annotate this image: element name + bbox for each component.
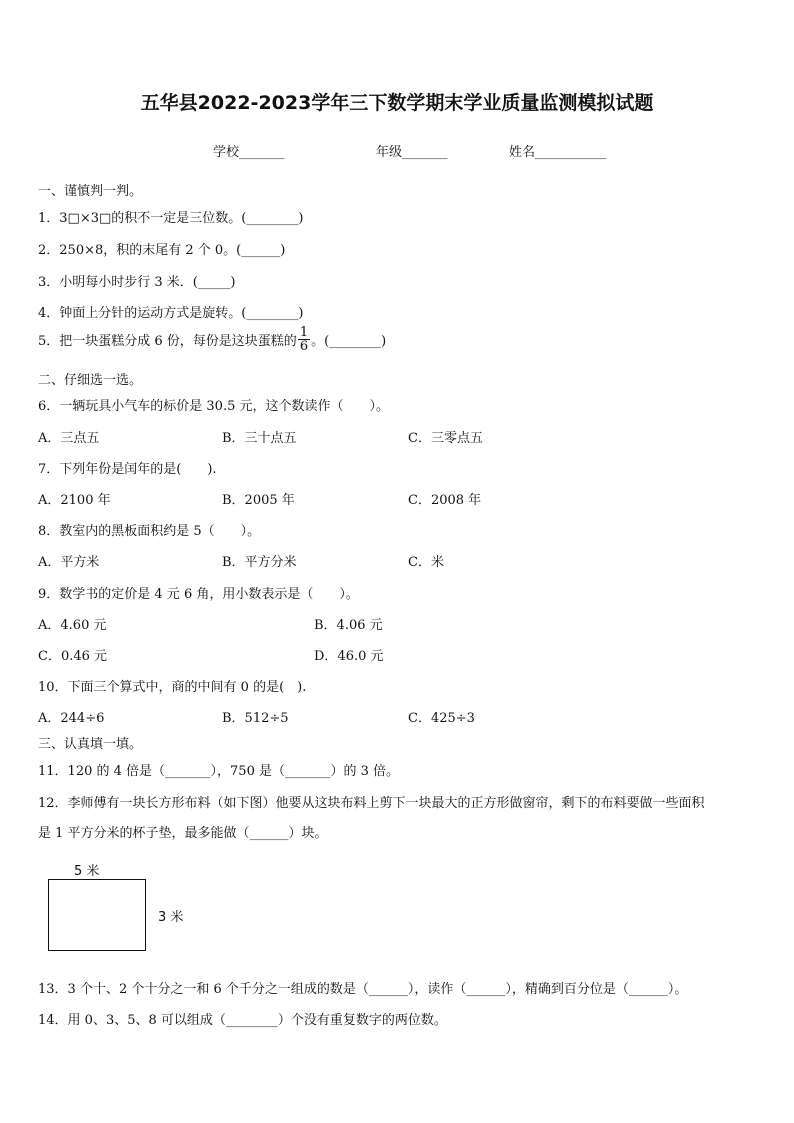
question-11: 11．120 的 4 倍是（_______），750 是（_______）的 3 倍。 xyxy=(38,764,400,779)
grade-field: 年级_______ xyxy=(376,145,448,160)
section-heading-choose: 二、仔细选一选。 xyxy=(38,373,143,388)
question-9-option-a: A．4.60 元 xyxy=(38,618,107,633)
question-9: 9．数学书的定价是 4 元 6 角，用小数表示是（ ）。 xyxy=(38,587,359,602)
question-7-option-c: C．2008 年 xyxy=(408,493,482,508)
question-5-text: 5．把一块蛋糕分成 6 份，每份是这块蛋糕的 xyxy=(38,334,297,349)
question-12-line-2: 是 1 平方分米的杯子垫，最多能做（______）块。 xyxy=(38,826,328,841)
question-9-option-c: C．0.46 元 xyxy=(38,649,108,664)
section-heading-fill: 三、认真填一填。 xyxy=(38,737,143,752)
name-field: 姓名___________ xyxy=(509,145,607,160)
question-4: 4．钟面上分针的运动方式是旋转。(________) xyxy=(38,306,304,321)
question-6-option-c: C．三零点五 xyxy=(408,431,483,446)
question-5-blank: 。(________) xyxy=(311,334,387,349)
section-heading-judge: 一、谨慎判一判。 xyxy=(38,184,143,199)
question-10-option-b: B．512÷5 xyxy=(222,711,289,726)
question-3: 3．小明每小时步行 3 米．(_____) xyxy=(38,275,236,290)
question-13: 13．3 个十、2 个十分之一和 6 个千分之一组成的数是（______），读作（______），精确到百分位是（______）。 xyxy=(38,982,688,997)
question-2: 2．250×8，积的末尾有 2 个 0。(______) xyxy=(38,243,286,258)
fraction-one-sixth xyxy=(298,326,310,353)
question-7: 7．下列年份是闰年的是( ). xyxy=(38,462,217,477)
question-6: 6．一辆玩具小气车的标价是 30.5 元，这个数读作（ ）。 xyxy=(38,399,389,414)
rectangle-width-label: 5 米 xyxy=(74,864,100,879)
question-8-option-c: C．米 xyxy=(408,555,444,570)
question-10: 10．下面三个算式中，商的中间有 0 的是( ). xyxy=(38,680,307,695)
question-6-option-b: B．三十点五 xyxy=(222,431,297,446)
question-9-option-d: D．46.0 元 xyxy=(314,649,384,664)
question-8: 8．教室内的黑板面积约是 5（ ）。 xyxy=(38,524,261,539)
fraction-denominator: 6 xyxy=(299,339,309,354)
question-12-line-1: 12．李师傅有一块长方形布料（如下图）他要从这块布料上剪下一块最大的正方形做窗帘，剩下的布料要做一些面积 xyxy=(38,796,705,811)
cloth-rectangle xyxy=(48,879,146,951)
question-5 xyxy=(38,325,387,355)
fraction-numerator: 1 xyxy=(299,325,309,340)
question-7-option-b: B．2005 年 xyxy=(222,493,295,508)
question-10-option-a: A．244÷6 xyxy=(38,711,105,726)
question-1: 1．3□×3□的积不一定是三位数。(________) xyxy=(38,211,304,226)
question-8-option-a: A．平方米 xyxy=(38,555,100,570)
question-14: 14．用 0、3、5、8 可以组成（________）个没有重复数字的两位数。 xyxy=(38,1013,447,1028)
rectangle-height-label: 3 米 xyxy=(158,910,184,925)
question-7-option-a: A．2100 年 xyxy=(38,493,111,508)
question-8-option-b: B．平方分米 xyxy=(222,555,297,570)
question-10-option-c: C．425÷3 xyxy=(408,711,475,726)
question-9-option-b: B．4.06 元 xyxy=(314,618,383,633)
question-6-option-a: A．三点五 xyxy=(38,431,100,446)
page-title: 五华县2022-2023学年三下数学期末学业质量监测模拟试题 xyxy=(140,92,654,114)
school-field: 学校_______ xyxy=(213,145,285,160)
